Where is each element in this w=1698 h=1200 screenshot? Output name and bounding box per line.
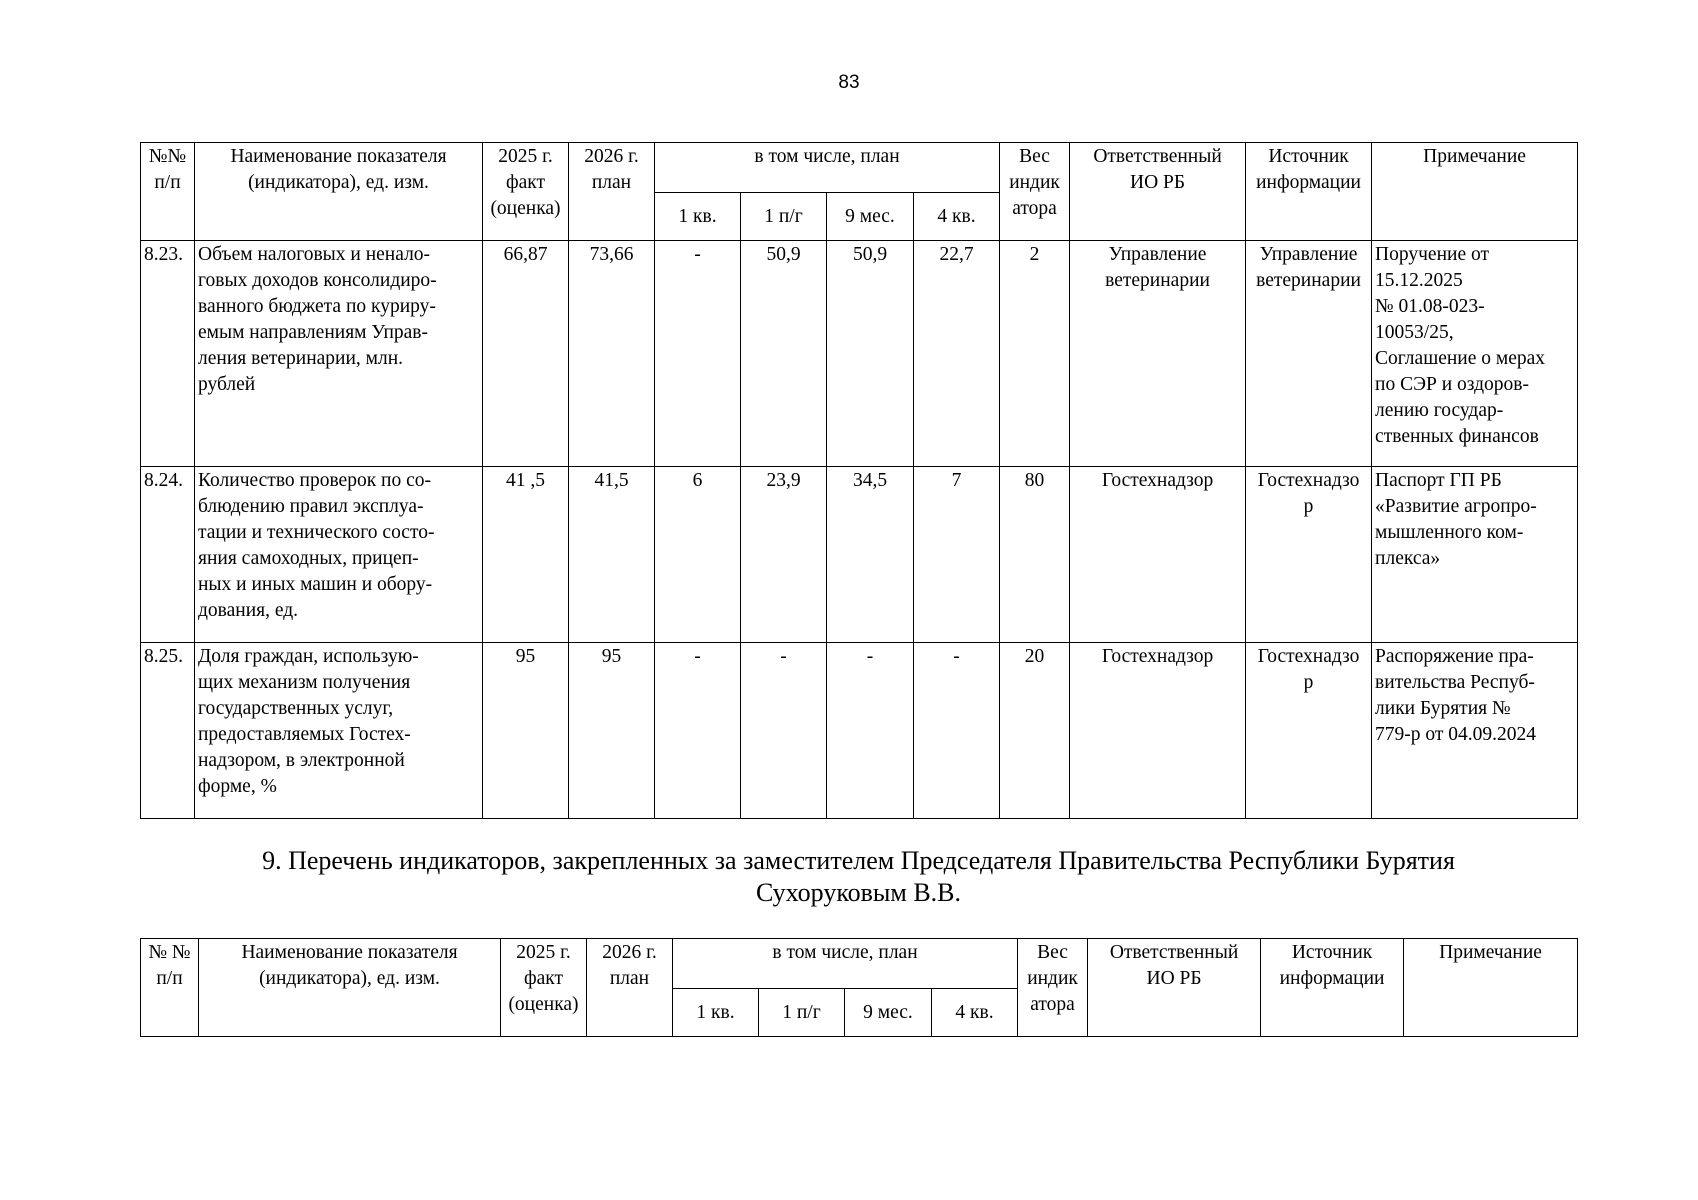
row-num: 8.24.: [141, 467, 195, 643]
row-indicator-name: Объем налоговых и ненало- говых доходов консолидиро- ванного бюджета по куриру- емым направлениям Управ- ления ветеринарии, млн. рублей: [195, 241, 483, 467]
row-source: Гостехнадзо р: [1246, 643, 1372, 819]
row-responsible: Управление ветеринарии: [1070, 241, 1246, 467]
header-q4: 4 кв.: [932, 989, 1018, 1037]
row-9m: -: [827, 643, 914, 819]
row-q1: -: [655, 643, 741, 819]
header-h1: 1 п/г: [741, 193, 827, 241]
table-row: [141, 241, 1578, 467]
row-fact: 66,87: [483, 241, 569, 467]
header-responsible: Ответственный ИО РБ: [1088, 939, 1261, 1037]
header-fact-2025: 2025 г. факт (оценка): [483, 143, 569, 241]
page-number: 83: [838, 72, 860, 93]
row-weight: 80: [1000, 467, 1070, 643]
row-responsible: Гостехнадзор: [1070, 467, 1246, 643]
header-including-plan: в том числе, план: [655, 143, 1000, 193]
header-num: №№ п/п: [141, 143, 195, 241]
row-q4: 7: [914, 467, 1000, 643]
header-note: Примечание: [1372, 143, 1578, 241]
header-including-plan: в том числе, план: [673, 939, 1018, 989]
row-weight: 2: [1000, 241, 1070, 467]
header-q1: 1 кв.: [655, 193, 741, 241]
row-9m: 34,5: [827, 467, 914, 643]
row-note: Распоряжение пра- вительства Респуб- лики Бурятия № 779-р от 04.09.2024: [1372, 643, 1578, 819]
row-h1: 50,9: [741, 241, 827, 467]
header-q4: 4 кв.: [914, 193, 1000, 241]
row-q4: -: [914, 643, 1000, 819]
header-h1: 1 п/г: [759, 989, 845, 1037]
header-plan-2026: 2026 г. план: [587, 939, 673, 1037]
row-num: 8.25.: [141, 643, 195, 819]
header-9m: 9 мес.: [845, 989, 932, 1037]
header-note: Примечание: [1404, 939, 1578, 1037]
row-source: Управление ветеринарии: [1246, 241, 1372, 467]
header-name: Наименование показателя (индикатора), ед. изм.: [199, 939, 501, 1037]
header-weight: Вес индик атора: [1018, 939, 1088, 1037]
header-plan-2026: 2026 г. план: [569, 143, 655, 241]
section-9-title: 9. Перечень индикаторов, закрепленных за заместителем Председателя Правительства Республики Бурятия Сухоруковым В.В.: [262, 846, 1455, 907]
indicators-table-section-9: [140, 938, 1578, 1037]
header-9m: 9 мес.: [827, 193, 914, 241]
row-note: Паспорт ГП РБ «Развитие агропро- мышленного ком- плекса»: [1372, 467, 1578, 643]
header-fact-2025: 2025 г. факт (оценка): [501, 939, 587, 1037]
row-h1: -: [741, 643, 827, 819]
row-note: Поручение от 15.12.2025 № 01.08-023- 10053/25, Соглашение о мерах по СЭР и оздоров- лению государ- ственных финансов: [1372, 241, 1578, 467]
table-row: [141, 643, 1578, 819]
row-plan: 41,5: [569, 467, 655, 643]
indicators-table-section-8: [140, 142, 1578, 819]
row-fact: 95: [483, 643, 569, 819]
row-indicator-name: Доля граждан, использую- щих механизм получения государственных услуг, предоставляемых Гостех- надзором, в электронной форме, %: [195, 643, 483, 819]
table-row: [141, 467, 1578, 643]
row-source: Гостехнадзо р: [1246, 467, 1372, 643]
header-source: Источник информации: [1261, 939, 1404, 1037]
row-fact: 41 ,5: [483, 467, 569, 643]
row-h1: 23,9: [741, 467, 827, 643]
header-name: Наименование показателя (индикатора), ед. изм.: [195, 143, 483, 241]
header-weight: Вес индик атора: [1000, 143, 1070, 241]
row-plan: 95: [569, 643, 655, 819]
row-weight: 20: [1000, 643, 1070, 819]
header-q1: 1 кв.: [673, 989, 759, 1037]
row-q4: 22,7: [914, 241, 1000, 467]
row-9m: 50,9: [827, 241, 914, 467]
row-q1: -: [655, 241, 741, 467]
row-indicator-name: Количество проверок по со- блюдению правил эксплуа- тации и технического состо- яния самоходных, прицеп- ных и иных машин и обору- дования, ед.: [195, 467, 483, 643]
row-num: 8.23.: [141, 241, 195, 467]
row-q1: 6: [655, 467, 741, 643]
header-num: № № п/п: [141, 939, 199, 1037]
row-plan: 73,66: [569, 241, 655, 467]
header-source: Источник информации: [1246, 143, 1372, 241]
header-responsible: Ответственный ИО РБ: [1070, 143, 1246, 241]
row-responsible: Гостехнадзор: [1070, 643, 1246, 819]
